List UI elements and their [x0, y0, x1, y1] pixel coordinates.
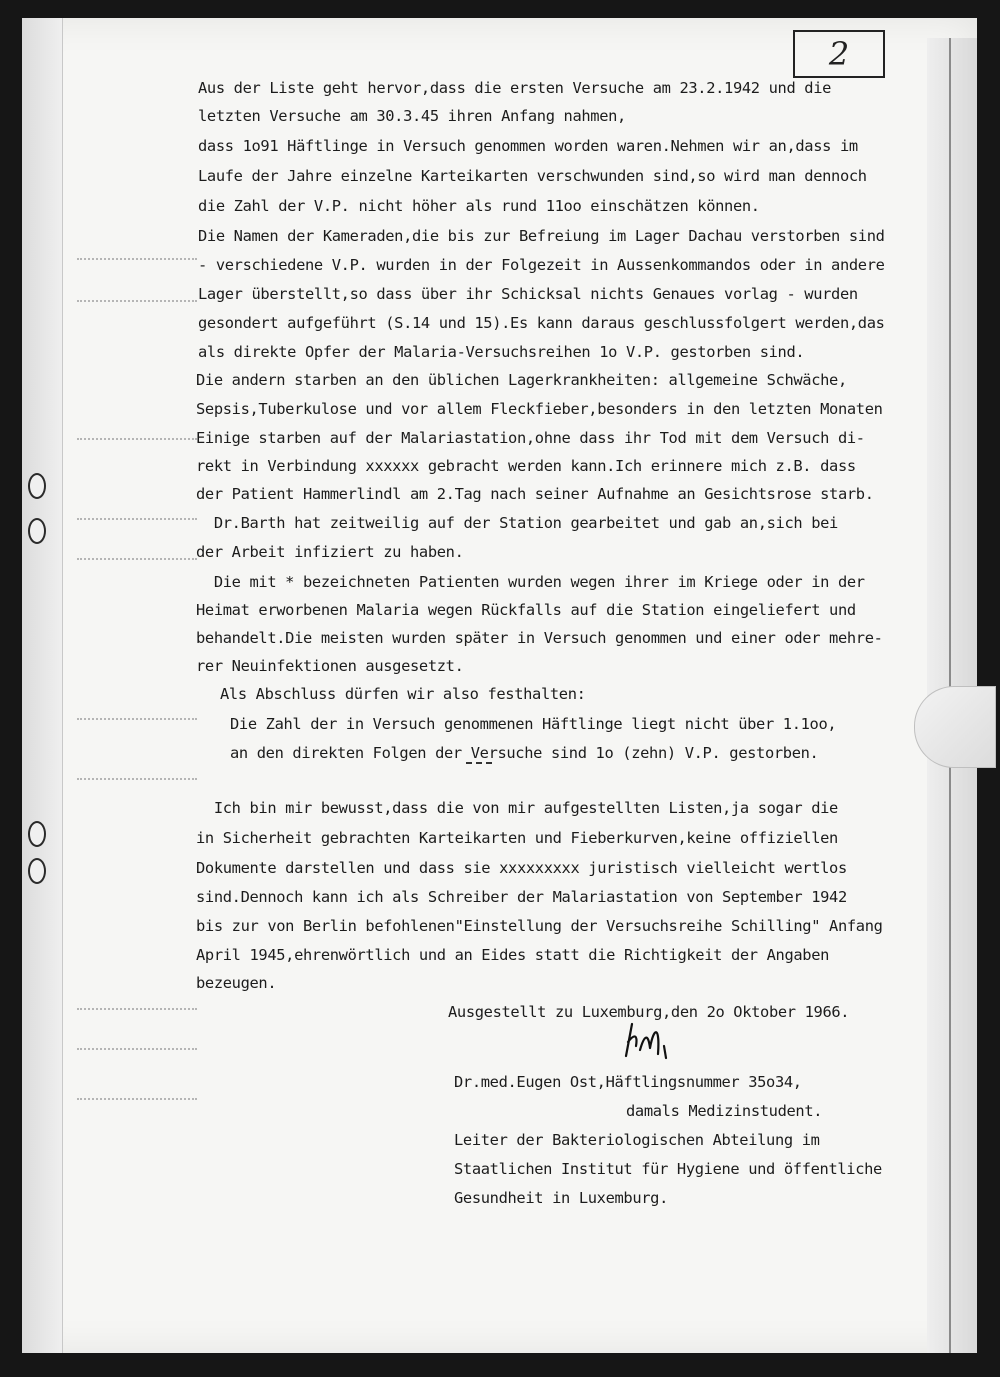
- text-line: als direkte Opfer der Malaria-Versuchsreihen 1o V.P. gestorben sind.: [198, 343, 805, 361]
- text-line: rer Neuinfektionen ausgesetzt.: [196, 657, 464, 675]
- punch-hole: [28, 821, 46, 847]
- paper-clip: [914, 686, 996, 768]
- text-line: der Patient Hammerlindl am 2.Tag nach seiner Aufnahme an Gesichtsrose starb.: [196, 485, 874, 503]
- text-line: Dokumente darstellen und dass sie xxxxxxxxx juristisch vielleicht wertlos: [196, 859, 847, 877]
- text-line: Die mit * bezeichneten Patienten wurden wegen ihrer im Kriege oder in der: [196, 573, 865, 591]
- punch-hole: [28, 518, 46, 544]
- page-number: 2: [828, 35, 850, 73]
- conclusion-line: an den direkten Folgen der Versuche sind 1o (zehn) V.P. gestorben.: [230, 744, 819, 762]
- text-line: Die andern starben an den üblichen Lagerkrankheiten: allgemeine Schwäche,: [196, 371, 847, 389]
- bleed-through-text: [77, 300, 197, 312]
- bleed-through-text: [77, 1008, 197, 1020]
- text-line: Aus der Liste geht hervor,dass die ersten Versuche am 23.2.1942 und die: [198, 79, 832, 97]
- text-line: bezeugen.: [196, 974, 277, 992]
- bleed-through-text: [77, 1048, 197, 1060]
- signature-mark: [618, 1020, 678, 1062]
- text-line: rekt in Verbindung xxxxxx gebracht werden kann.Ich erinnere mich z.B. dass: [196, 457, 856, 475]
- text-line: Einige starben auf der Malariastation,ohne dass ihr Tod mit dem Versuch di-: [196, 429, 865, 447]
- text-line: Sepsis,Tuberkulose und vor allem Fleckfieber,besonders in den letzten Monaten: [196, 400, 883, 418]
- signatory-line: Leiter der Bakteriologischen Abteilung im: [454, 1131, 820, 1149]
- signatory-line: Gesundheit in Luxemburg.: [454, 1189, 668, 1207]
- bleed-through-text: [77, 1098, 197, 1110]
- text-line: Die Namen der Kameraden,die bis zur Befreiung im Lager Dachau verstorben sind: [198, 227, 885, 245]
- punch-hole: [28, 858, 46, 884]
- text-line: in Sicherheit gebrachten Karteikarten und Fieberkurven,keine offiziellen: [196, 829, 838, 847]
- bleed-through-text: [77, 518, 197, 530]
- text-line: April 1945,ehrenwörtlich und an Eides statt die Richtigkeit der Angaben: [196, 946, 830, 964]
- conclusion-intro: Als Abschluss dürfen wir also festhalten:: [220, 685, 586, 703]
- text-line: Lager überstellt,so dass über ihr Schicksal nichts Genaues vorlag - wurden: [198, 285, 858, 303]
- place-date: Ausgestellt zu Luxemburg,den 2o Oktober 1966.: [448, 1003, 850, 1021]
- conclusion-line: Die Zahl der in Versuch genommenen Häftlinge liegt nicht über 1.1oo,: [230, 715, 837, 733]
- bleed-through-text: [77, 438, 197, 450]
- binding-strip: [22, 18, 63, 1353]
- text-line: gesondert aufgeführt (S.14 und 15).Es kann daraus geschlussfolgert werden,das: [198, 314, 885, 332]
- text-line: sind.Dennoch kann ich als Schreiber der Malariastation von September 1942: [196, 888, 847, 906]
- text-line: die Zahl der V.P. nicht höher als rund 11oo einschätzen können.: [198, 197, 760, 215]
- punch-hole: [28, 473, 46, 499]
- text-line: der Arbeit infiziert zu haben.: [196, 543, 464, 561]
- text-line: letzten Versuche am 30.3.45 ihren Anfang nahmen,: [198, 107, 626, 125]
- signatory-line: Dr.med.Eugen Ost,Häftlingsnummer 35o34,: [454, 1073, 802, 1091]
- text-line: bis zur von Berlin befohlenen"Einstellung der Versuchsreihe Schilling" Anfang: [196, 917, 883, 935]
- text-line: - verschiedene V.P. wurden in der Folgezeit in Aussenkommandos oder in andere: [198, 256, 885, 274]
- text-line: Ich bin mir bewusst,dass die von mir aufgestellten Listen,ja sogar die: [196, 799, 838, 817]
- signatory-line: damals Medizinstudent.: [626, 1102, 823, 1120]
- section-separator: [466, 766, 483, 786]
- text-line: Heimat erworbenen Malaria wegen Rückfalls auf die Station eingeliefert und: [196, 601, 856, 619]
- page-number-box: [793, 30, 885, 78]
- bleed-through-text: [77, 778, 197, 790]
- text-line: behandelt.Die meisten wurden später in Versuch genommen und einer oder mehre-: [196, 629, 883, 647]
- bleed-through-text: [77, 558, 197, 570]
- text-line: Laufe der Jahre einzelne Karteikarten verschwunden sind,so wird man dennoch: [198, 167, 867, 185]
- separator-rule: [466, 762, 492, 764]
- bleed-through-text: [77, 258, 197, 270]
- text-line: Dr.Barth hat zeitweilig auf der Station gearbeitet und gab an,sich bei: [196, 514, 838, 532]
- signatory-line: Staatlichen Institut für Hygiene und öffentliche: [454, 1160, 882, 1178]
- text-line: dass 1o91 Häftlinge in Versuch genommen worden waren.Nehmen wir an,dass im: [198, 137, 858, 155]
- bleed-through-text: [77, 718, 197, 730]
